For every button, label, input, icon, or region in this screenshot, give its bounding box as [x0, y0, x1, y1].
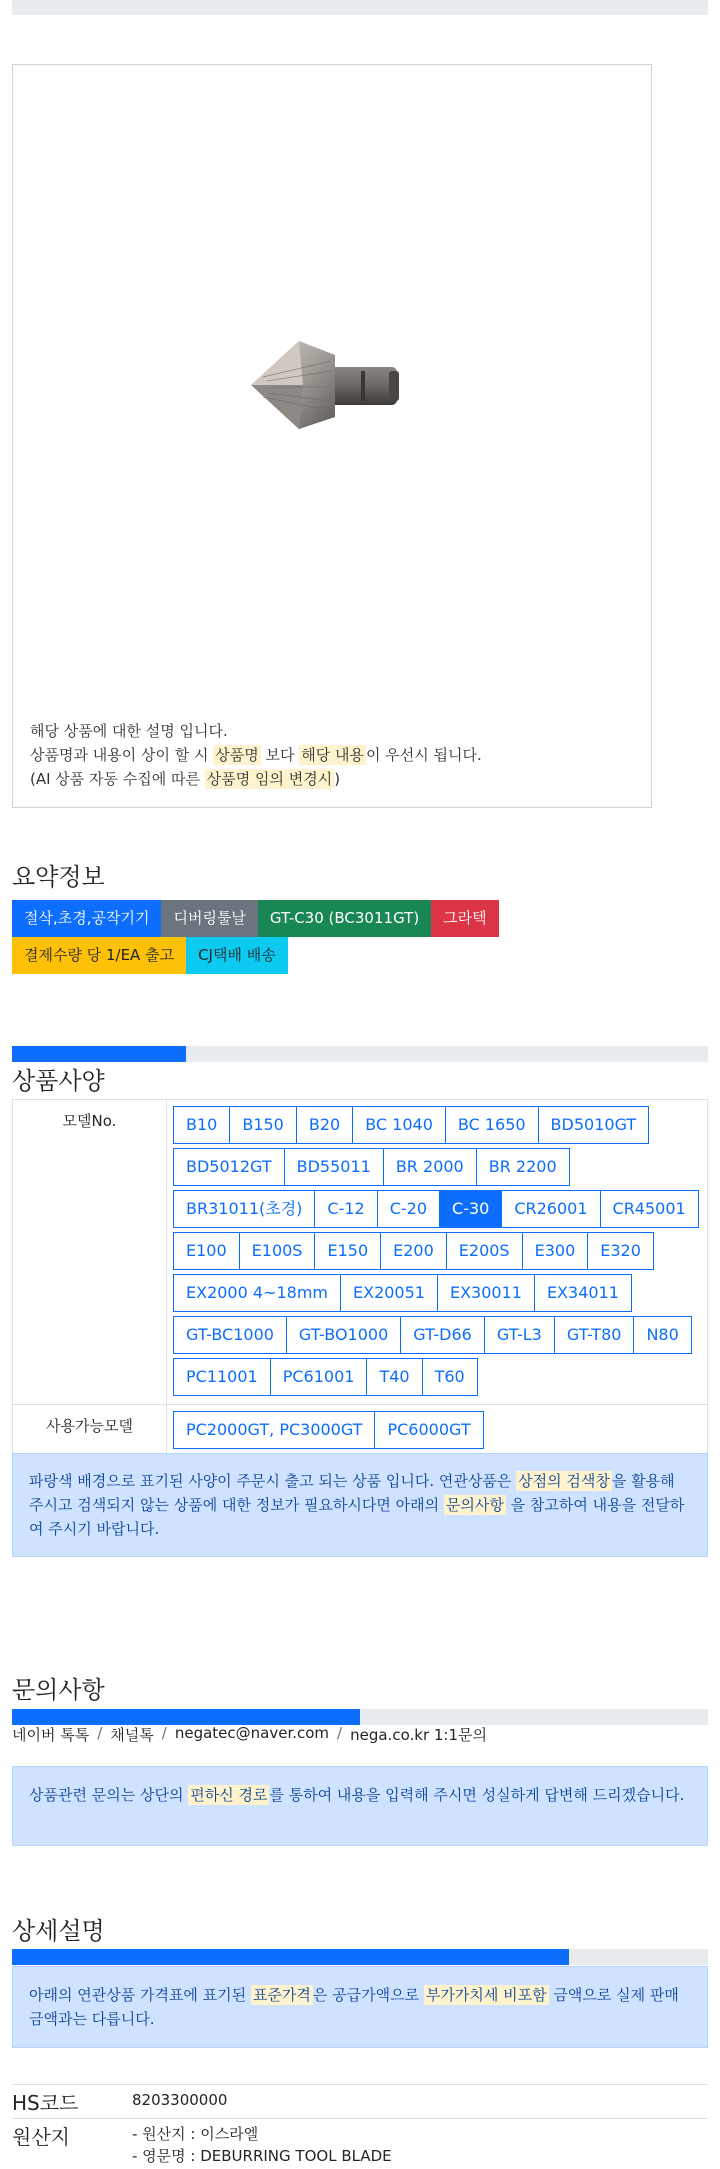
model-button[interactable]: BR 2000	[383, 1148, 477, 1186]
model-button[interactable]: GT-L3	[484, 1316, 555, 1354]
model-button[interactable]: E150	[314, 1232, 381, 1270]
detail-progress-bar	[12, 1949, 708, 1965]
product-info-table	[12, 2084, 708, 2169]
inquiry-progress-fill	[12, 1709, 360, 1725]
model-button[interactable]: E200S	[446, 1232, 523, 1270]
description-highlight: 해당 내용	[301, 746, 364, 764]
summary-chip: 그라텍	[431, 900, 498, 937]
spec-notice-highlight: 상점의 검색창	[518, 1472, 610, 1490]
inquiry-title: 문의사항	[12, 1676, 105, 1704]
detail-notice	[12, 1966, 708, 2048]
inquiry-channel-link[interactable]: 채널톡	[110, 1726, 154, 1744]
model-button[interactable]: E200	[380, 1232, 447, 1270]
spec-notice-text: 을 참고하여 내용을 전달하여 주시기 바랍니다.	[29, 1496, 685, 1538]
model-button[interactable]: C-30	[439, 1190, 502, 1228]
description-line	[30, 743, 482, 767]
inquiry-notice-text: 상품관련 문의는 상단의	[29, 1786, 189, 1804]
inquiry-notice-highlight: 편하신 경로	[190, 1786, 268, 1804]
product-image-box	[12, 64, 652, 808]
model-button[interactable]: GT-BO1000	[286, 1316, 401, 1354]
compat-model-button[interactable]: PC2000GT, PC3000GT	[173, 1411, 375, 1449]
model-button[interactable]: CR45001	[600, 1190, 699, 1228]
breadcrumb-separator: /	[97, 1724, 103, 1742]
model-button[interactable]: BD5010GT	[538, 1106, 650, 1144]
top-bar	[12, 0, 708, 15]
spec-notice-highlight: 문의사항	[445, 1496, 504, 1514]
origin-label: 원산지	[12, 2125, 70, 2149]
spec-progress-fill	[12, 1046, 186, 1062]
compat-row	[13, 1405, 707, 1457]
breadcrumb-separator: /	[337, 1724, 343, 1742]
model-button[interactable]: BC 1650	[445, 1106, 539, 1144]
detail-notice-text: 금액으로 실제 판매금액과는 다릅니다.	[29, 1986, 679, 2028]
model-button[interactable]: B10	[173, 1106, 230, 1144]
description-text: 상품명과 내용이 상이 할 시	[30, 746, 214, 764]
hs-code-row	[12, 2085, 708, 2119]
model-button[interactable]: C-12	[314, 1190, 377, 1228]
model-button[interactable]: C-20	[377, 1190, 440, 1228]
detail-notice-highlight: 부가가치세 비포함	[425, 1986, 547, 2004]
breadcrumb-separator: /	[161, 1724, 167, 1742]
model-button[interactable]: BD55011	[284, 1148, 384, 1186]
model-button[interactable]: BR31011(초경)	[173, 1190, 315, 1228]
model-button[interactable]: E320	[587, 1232, 654, 1270]
spec-progress-bar	[12, 1046, 708, 1062]
description-text: 이 우선시 됩니다.	[365, 746, 482, 764]
origin-line: - 영문명 : DEBURRING TOOL BLADE	[132, 2147, 392, 2165]
description-highlight: 상품명	[215, 746, 259, 764]
model-button[interactable]: E100S	[239, 1232, 316, 1270]
compat-model-list	[167, 1405, 707, 1457]
inquiry-notice-text: 를 통하여 내용을 입력해 주시면 성실하게 답변해 드리겠습니다.	[269, 1786, 685, 1804]
model-button[interactable]: EX20051	[340, 1274, 438, 1312]
summary-title: 요약정보	[12, 863, 105, 891]
summary-chips-row-2	[12, 937, 288, 974]
inquiry-progress-bar	[12, 1709, 708, 1725]
model-button[interactable]: GT-BC1000	[173, 1316, 287, 1354]
model-button[interactable]: EX2000 4~18mm	[173, 1274, 341, 1312]
model-button[interactable]: EX34011	[534, 1274, 632, 1312]
inquiry-channel-link[interactable]: negatec@naver.com	[174, 1724, 330, 1742]
summary-chip: 디버링툴날	[161, 900, 257, 937]
description-text: )	[334, 770, 341, 788]
spec-notice-text: 파랑색 배경으로 표기된 사양이 주문시 출고 되는 상품 입니다. 연관상품은	[29, 1472, 517, 1490]
model-button[interactable]: PC61001	[270, 1358, 368, 1396]
hs-code-value: 8203300000	[132, 2091, 228, 2109]
summary-chip: 결제수량 당 1/EA 출고	[12, 937, 186, 974]
model-button[interactable]: BR 2200	[476, 1148, 570, 1186]
origin-row	[12, 2119, 708, 2169]
summary-chip: CJ택배 배송	[186, 937, 288, 974]
model-button[interactable]: B150	[229, 1106, 297, 1144]
origin-value	[132, 2119, 708, 2169]
model-button[interactable]: B20	[296, 1106, 353, 1144]
model-label: 모델No.	[13, 1100, 167, 1404]
model-button[interactable]: T60	[422, 1358, 478, 1396]
model-button[interactable]: N80	[633, 1316, 691, 1354]
description-text: 보다	[260, 746, 300, 764]
model-button[interactable]: CR26001	[501, 1190, 600, 1228]
spec-notice-text: 을 활용해 주시고 검색되지 않는 상품에 대한 정보가 필요하시다면 아래의	[29, 1472, 675, 1514]
model-list	[167, 1100, 707, 1404]
inquiry-channel-link[interactable]: 네이버 톡톡	[12, 1726, 90, 1744]
model-button[interactable]: BC 1040	[352, 1106, 446, 1144]
spec-table	[12, 1099, 708, 1458]
summary-chips-row-1	[12, 900, 499, 937]
origin-line: - 원산지 : 이스라엘	[132, 2125, 259, 2143]
compat-label: 사용가능모델	[13, 1405, 167, 1457]
detail-notice-text: 은 공급가액으로	[312, 1986, 424, 2004]
summary-chip: GT-C30 (BC3011GT)	[258, 900, 431, 937]
summary-chip: 절삭,초경,공작기기	[12, 900, 161, 937]
inquiry-notice	[12, 1766, 708, 1846]
model-button[interactable]: GT-D66	[400, 1316, 485, 1354]
description-text: 해당 상품에 대한 설명 입니다.	[30, 722, 228, 740]
description-highlight: 상품명 임의 변경시	[206, 770, 333, 788]
hs-code-label: HS코드	[12, 2091, 79, 2115]
deburring-blade-image	[243, 315, 423, 455]
detail-progress-fill	[12, 1949, 569, 1965]
compat-model-button[interactable]: PC6000GT	[374, 1411, 483, 1449]
inquiry-channel-link[interactable]: nega.co.kr 1:1문의	[350, 1726, 487, 1744]
detail-notice-highlight: 표준가격	[252, 1986, 311, 2004]
product-description	[30, 719, 482, 791]
description-line	[30, 719, 482, 743]
inquiry-channels	[12, 1724, 487, 1745]
model-button[interactable]: GT-T80	[554, 1316, 635, 1354]
model-button[interactable]: BD5012GT	[173, 1148, 285, 1186]
model-button[interactable]: T40	[366, 1358, 422, 1396]
spec-title: 상품사양	[12, 1067, 105, 1095]
model-button[interactable]: E300	[522, 1232, 589, 1270]
model-button[interactable]: PC11001	[173, 1358, 271, 1396]
detail-notice-text: 아래의 연관상품 가격표에 표기된	[29, 1986, 251, 2004]
model-button[interactable]: E100	[173, 1232, 240, 1270]
spec-notice	[12, 1453, 708, 1557]
description-line	[30, 767, 482, 791]
model-button[interactable]: EX30011	[437, 1274, 535, 1312]
detail-title: 상세설명	[12, 1917, 105, 1945]
model-row	[13, 1100, 707, 1405]
description-text: (AI 상품 자동 수집에 따른	[30, 770, 205, 788]
